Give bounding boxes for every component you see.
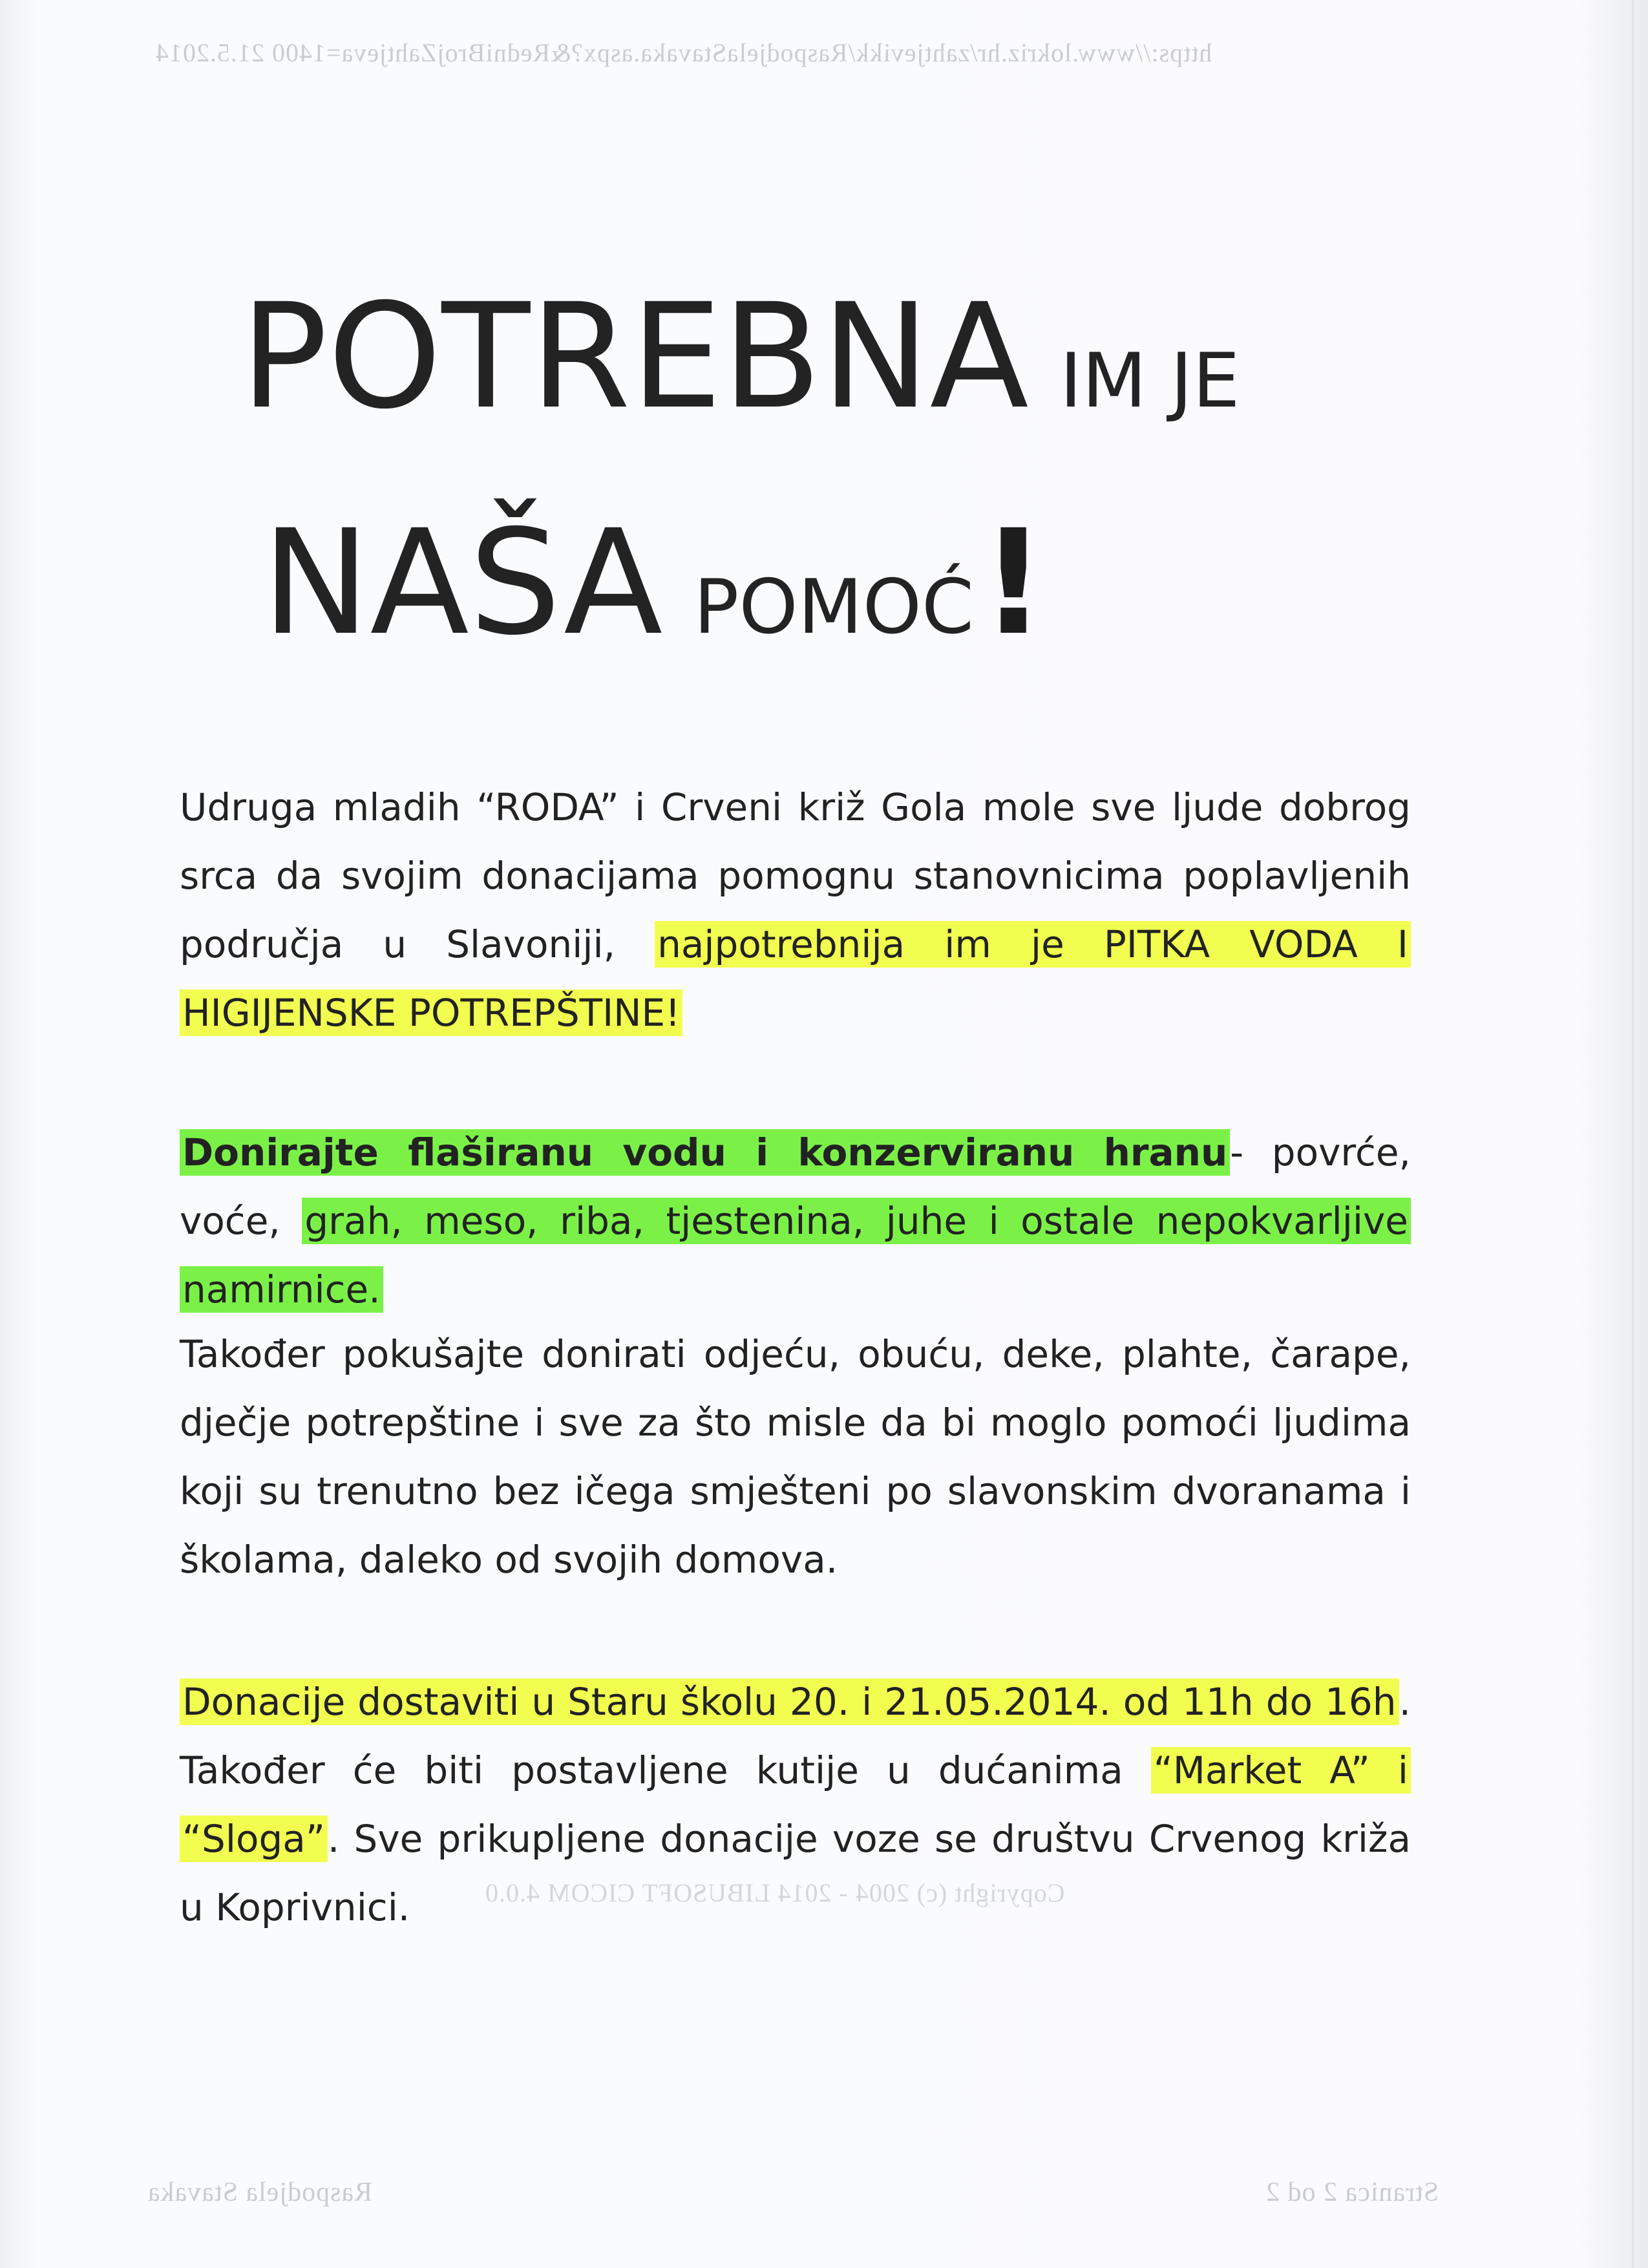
paragraph-donate-food (180, 1118, 1411, 1324)
title-line-2 (0, 498, 1648, 667)
delivery-text-2: . Sve prikupljene donacije voze se društvu Crvenog križa u Koprivnici. (180, 1817, 1411, 1929)
bleed-through-bottom-left: Raspodjela Stavaka (147, 2178, 373, 2207)
title-potrebna: POTREBNA (240, 272, 1029, 441)
paragraph-intro (180, 773, 1411, 1047)
intro-text: Udruga mladih “RODA” i Crveni križ Gola mole sve ljude dobrog srca da svojim donacijama pomognu stanovnicima poplavljenih područja u Slavoniji, (180, 785, 1411, 966)
donate-text: - povrće, voće, (180, 1130, 1411, 1243)
intro-highlight: najpotrebnija im je PITKA VODA I HIGIJENSKE POTREPŠTINE! (180, 921, 1411, 1036)
delivery-text-1: . Također će biti postavljene kutije u dućanima (180, 1680, 1411, 1792)
bleed-through-header: https://www.lokriz.hr/zahtjevikk/RaspodjelaStavaka.aspx?&RedniBrojZahtjeva=1400 21.5.2014 (155, 38, 1212, 67)
paragraph-delivery (180, 1668, 1411, 1942)
title-pomoc: POMOĆ (693, 564, 975, 651)
donate-bold-highlight: Donirajte flaširanu vodu i konzerviranu hranu (180, 1129, 1230, 1176)
delivery-highlight-dates: Donacije dostaviti u Staru školu 20. i 21.05.2014. od 11h do 16h (180, 1679, 1399, 1725)
title-exclamation: ! (980, 498, 1047, 667)
title-im-je: IM JE (1059, 337, 1240, 425)
donate-highlight-rest: grah, meso, riba, tjestenina, juhe i ostale nepokvarljive namirnice. (180, 1198, 1411, 1313)
bleed-through-bottom-right: Stranica 2 od 2 (1265, 2178, 1439, 2207)
paragraph-clothing: Također pokušajte donirati odjeću, obuću, deke, plahte, čarape, dječje potrepštine i sve za što misle da bi moglo pomoći ljudima koji su trenutno bez ičega smješteni po slavonskim dvoranama i školama, daleko od svojih domova. (180, 1332, 1411, 1582)
bleed-through-footer: Copyright (c) 2004 - 2014 LIBUSOFT CICOM 4.0.0 (485, 1878, 1065, 1907)
title-line-1 (0, 272, 1648, 441)
delivery-highlight-shops: “Market A” i “Sloga” (180, 1747, 1411, 1862)
title-nasa: NAŠA (262, 498, 663, 667)
